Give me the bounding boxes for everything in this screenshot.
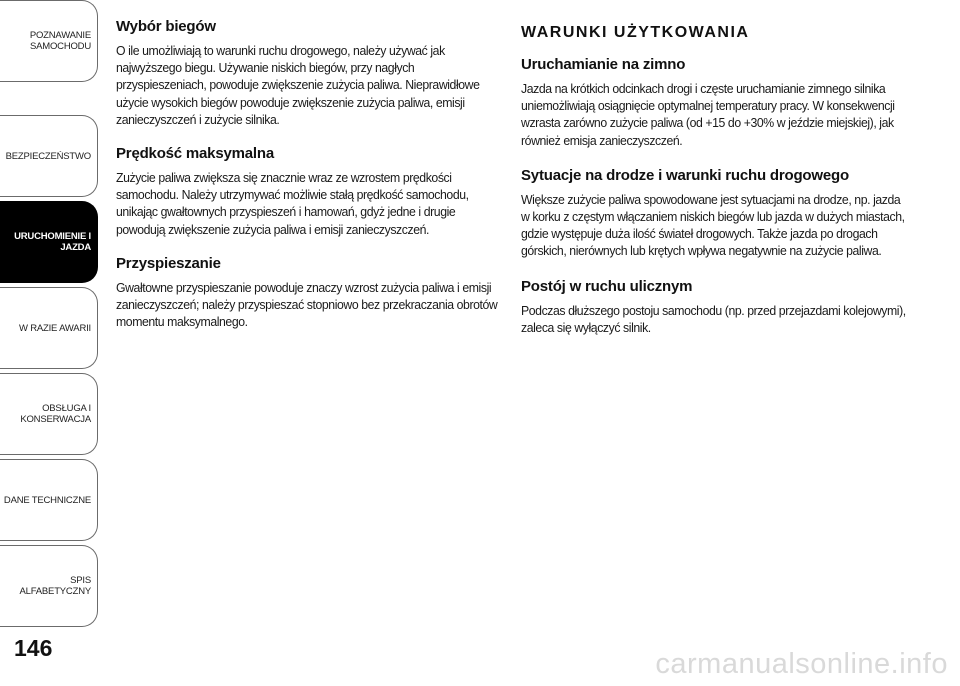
section-body: Gwałtowne przyspieszanie powoduje znaczy wzrost zużycia paliwa i emisji zanieczyszczeń; należy przyspieszać stopniowo bez przekraczania obrotów momentu maksymalnego. — [116, 279, 498, 330]
tab-label: POZNAWANIE SAMOCHODU — [29, 30, 91, 52]
chapter-section-title: WARUNKI UŻYTKOWANIA — [521, 24, 750, 41]
tab-dane-techniczne[interactable] — [0, 459, 98, 541]
section-heading: Uruchamianie na zimno — [521, 56, 686, 73]
section-body: Większe zużycie paliwa spowodowane jest sytuacjami na drodze, np. jazda w korku z częstym włączaniem niskich biegów lub jazda w dużych miastach, gdzie występuje duża ilość świateł drogowych. Także jazda po drogach górskich, nierównych lub krętych wpływa negatywnie na zużycie paliwa. — [521, 191, 905, 259]
tab-spis-alfabetyczny[interactable] — [0, 545, 98, 627]
tab-bezpieczenstwo[interactable] — [0, 115, 98, 197]
section-body: Zużycie paliwa zwiększa się znacznie wraz ze wzrostem prędkości samochodu. Należy utrzymywać możliwie stałą prędkość samochodu, unikając gwałtownych przyspieszeń i hamowań, gdyż jedne i drugie powodują zwiększenie zużycia paliwa i emisji zanieczyszczeń. — [116, 170, 469, 237]
tab-label: OBSŁUGA I KONSERWACJA — [20, 403, 91, 425]
tab-label: DANE TECHNICZNE — [3, 494, 91, 506]
right-column — [521, 18, 913, 336]
section-body: Podczas dłuższego postoju samochodu (np. przed przejazdami kolejowymi), zaleca się wyłączyć silnik. — [521, 302, 906, 335]
section-heading: Sytuacje na drodze i warunki ruchu drogowego — [521, 166, 849, 184]
left-column — [116, 18, 502, 330]
watermark: carmanualsonline.info — [655, 648, 948, 680]
section-road-conditions — [521, 167, 913, 260]
chapter-tabs — [0, 0, 100, 640]
section-acceleration — [116, 255, 502, 331]
tab-label: W RAZIE AWARII — [19, 322, 91, 334]
section-heading: Przyspieszanie — [116, 254, 221, 272]
section-gear-selection — [116, 18, 502, 128]
section-body: Jazda na krótkich odcinkach drogi i częste uruchamianie zimnego silnika uniemożliwiają osiągnięcie optymalnej temperatury pracy. W konsekwencji wzrasta zarówno zużycie paliwa (od +15 do +30% w jeździe miejskiej), jak również emisja zanieczyszczeń. — [521, 81, 895, 148]
tab-poznawanie-samochodu[interactable] — [0, 0, 98, 82]
page-number: 146 — [14, 635, 53, 661]
section-body: O ile umożliwiają to warunki ruchu drogowego, należy używać jak najwyższego biegu. Używanie niskich biegów, przy nagłych przyspieszeniach, powoduje zwiększenie zużycia paliwa. Nieprawidłowe użycie wysokich biegów powoduje zwiększenie zużycia paliwa, emisji zanieczyszczeń i zużycie silnika. — [116, 43, 480, 127]
tab-w-razie-awarii[interactable] — [0, 287, 98, 369]
section-cold-start — [521, 56, 913, 149]
section-heading: Postój w ruchu ulicznym — [521, 277, 693, 295]
section-traffic-stop — [521, 278, 913, 336]
tab-obsluga-i-konserwacja[interactable] — [0, 373, 98, 455]
tab-label: SPIS ALFABETYCZNY — [19, 575, 91, 597]
section-heading: Prędkość maksymalna — [116, 145, 274, 163]
tab-label: BEZPIECZEŃSTWO — [5, 150, 91, 162]
section-heading: Wybór biegów — [116, 18, 216, 35]
tab-uruchomienie-i-jazda[interactable] — [0, 201, 98, 283]
tab-label: URUCHOMIENIE I JAZDA — [14, 231, 91, 253]
section-max-speed — [116, 145, 502, 238]
